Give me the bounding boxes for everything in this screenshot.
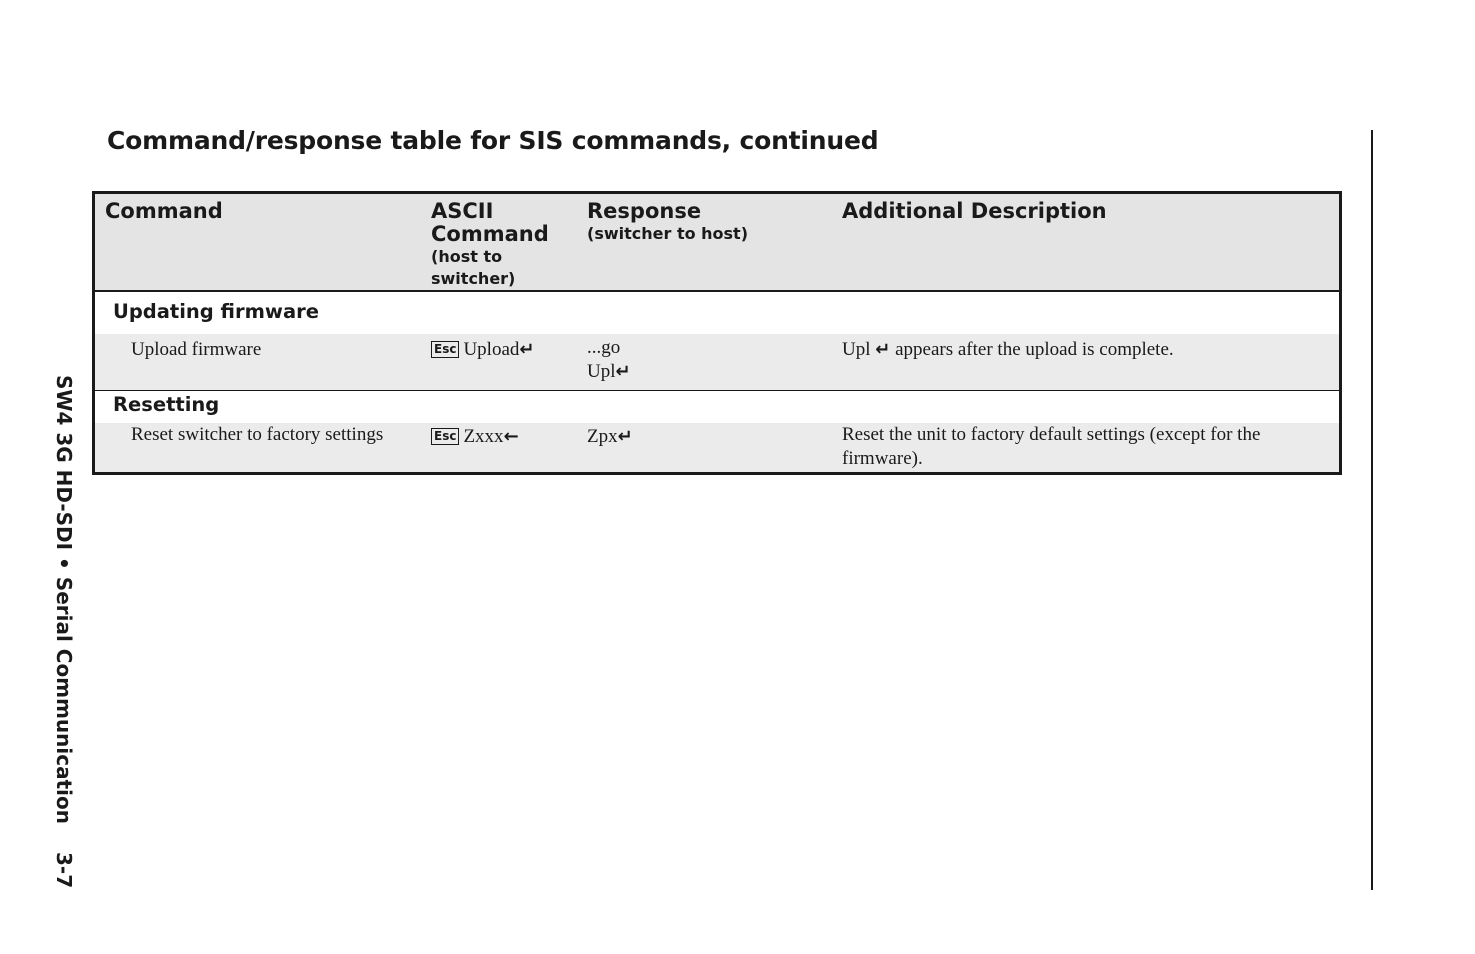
table-row <box>95 334 1339 391</box>
left-arrow-icon: ← <box>503 426 519 447</box>
section-row-updating-firmware <box>95 292 1339 334</box>
sis-command-table <box>92 191 1342 475</box>
header-ascii-main: ASCII Command <box>431 199 549 246</box>
response-cell <box>587 425 633 449</box>
right-margin-rule <box>1371 130 1373 890</box>
response-cell <box>587 336 631 384</box>
command-cell: Upload firmware <box>131 339 262 360</box>
section-row-resetting <box>95 391 1339 423</box>
enter-arrow-icon: ↵ <box>875 339 891 360</box>
page-number: 3-7 <box>52 852 76 889</box>
section-label: Updating firmware <box>113 300 319 323</box>
header-ascii-sub: (host to switcher) <box>431 247 516 288</box>
header-response-main: Response <box>587 199 702 223</box>
ascii-command-cell <box>431 425 519 449</box>
header-description: Additional Description <box>842 199 1107 223</box>
section-label: Resetting <box>113 393 220 416</box>
table-row <box>95 423 1339 472</box>
esc-key-icon: Esc <box>431 341 459 358</box>
description-after: appears after the upload is complete. <box>895 339 1174 360</box>
response-line-2: Upl <box>587 361 616 382</box>
response-text: Zpx <box>587 426 618 447</box>
command-cell: Reset switcher to factory settings <box>131 424 384 445</box>
header-ascii <box>431 200 571 290</box>
enter-arrow-icon: ↵ <box>615 361 631 382</box>
side-footer: SW4 3G HD-SDI • Serial Communication <box>52 375 76 824</box>
page-title: Command/response table for SIS commands, continued <box>107 126 879 155</box>
ascii-command-cell <box>431 338 534 362</box>
response-line-1: ...go <box>587 337 621 358</box>
ascii-command-text: Upload <box>463 339 520 360</box>
description-before: Upl <box>842 339 871 360</box>
enter-arrow-icon: ↵ <box>617 426 633 447</box>
response-line-2-wrap <box>587 360 631 384</box>
description-cell <box>842 338 1174 362</box>
table-header-row <box>95 194 1339 292</box>
enter-arrow-icon: ↵ <box>519 339 535 360</box>
description-cell: Reset the unit to factory default settings (except for the firmware). <box>842 424 1261 469</box>
header-response-sub: (switcher to host) <box>587 224 749 243</box>
ascii-command-text: Zxxx <box>463 426 504 447</box>
header-response <box>587 200 748 245</box>
header-command: Command <box>105 199 223 223</box>
esc-key-icon: Esc <box>431 428 459 445</box>
